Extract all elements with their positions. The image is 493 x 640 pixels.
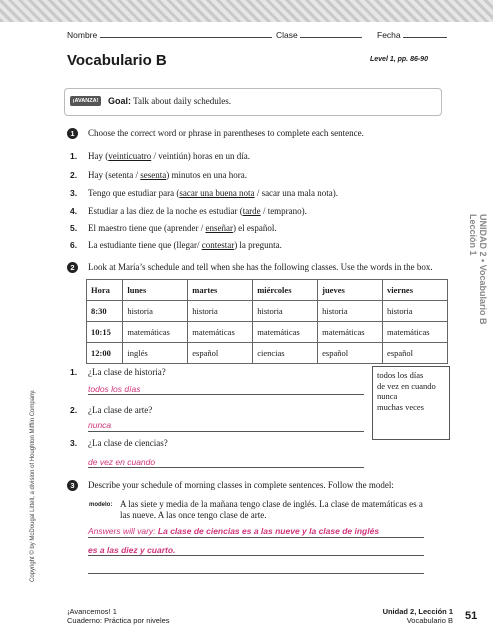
table-time-cell: 10:15 (87, 322, 123, 343)
section-2-number: 2 (67, 262, 78, 273)
item-text-post: ) la pregunta. (234, 240, 282, 250)
table-cell: historia (318, 301, 383, 322)
section-1-number: 1 (67, 128, 78, 139)
section-3-instruction: Describe your schedule of morning classes in complete sentences. Follow the model: (88, 480, 394, 490)
side-tab-unit: UNIDAD 2 • Vocabulario B (478, 214, 488, 325)
table-cell: historia (383, 301, 448, 322)
item-answer: veinticuatro (108, 151, 152, 161)
question-answer: de vez en cuando (88, 457, 156, 467)
table-cell: matemáticas (253, 322, 318, 343)
item-text-pre: La estudiante tiene que (llegar/ (88, 240, 202, 250)
item-text-pre: Hay ( (88, 151, 109, 161)
item-number: 6. (70, 240, 78, 250)
table-cell: ciencias (253, 343, 318, 364)
item-number: 4. (70, 206, 78, 216)
answer-line[interactable] (88, 394, 364, 395)
footer-unit: Unidad 2, Lección 1 (382, 607, 453, 616)
table-row (87, 301, 448, 322)
list-item (88, 240, 282, 250)
answer-text-2: es a las diez y cuarto. (88, 545, 176, 555)
list-item (88, 206, 307, 216)
question-number: 3. (70, 438, 78, 448)
table-row (87, 343, 448, 364)
page-title: Vocabulario B (67, 52, 167, 69)
answer-line[interactable] (88, 573, 424, 574)
answer-prefix: Answers will vary: (88, 526, 156, 536)
goal-text: Talk about daily schedules. (133, 96, 231, 106)
item-answer: tarde (242, 206, 261, 216)
item-answer: contestar (201, 240, 235, 250)
nombre-line[interactable] (100, 29, 272, 38)
item-text-pre: Tengo que estudiar para ( (88, 188, 180, 198)
nombre-label: Nombre (67, 30, 98, 40)
table-cell: inglés (123, 343, 188, 364)
item-text-pre: Estudiar a las diez de la noche es estudiar ( (88, 206, 243, 216)
table-cell: historia (188, 301, 253, 322)
list-item (88, 170, 247, 180)
fecha-field (377, 29, 447, 40)
table-cell: español (188, 343, 253, 364)
question-text: ¿La clase de historia? (88, 367, 166, 377)
schedule-table (86, 279, 448, 364)
question-answer: todos los días (88, 384, 141, 394)
avanza-badge: ¡AVANZA! (70, 96, 101, 106)
copyright-notice: Copyright © by McDougal Littell, a division of Houghton Mifflin Company. (30, 389, 36, 582)
level-reference: Level 1, pp. 86-90 (370, 56, 428, 63)
answer-line-1-text (88, 526, 379, 536)
table-cell: español (318, 343, 383, 364)
fecha-label: Fecha (377, 30, 401, 40)
item-text-pre: Hay (setenta / (88, 170, 141, 180)
page-number: 51 (465, 610, 478, 622)
fecha-line[interactable] (403, 29, 447, 38)
answer-line[interactable] (88, 467, 364, 468)
question-text: ¿La clase de arte? (88, 405, 153, 415)
item-number: 3. (70, 188, 78, 198)
question-answer: nunca (88, 420, 112, 430)
clase-field (276, 29, 362, 40)
item-answer: sesenta (140, 170, 167, 180)
question-text: ¿La clase de ciencias? (88, 438, 168, 448)
modelo-text: A las siete y media de la mañana tengo clase de inglés. La clase de matemáticas es a las nueve. A las once tengo clase de arte. (120, 499, 423, 520)
goal-label: Goal: (108, 96, 132, 106)
word-box (372, 366, 450, 440)
table-cell: español (383, 343, 448, 364)
item-text-post: ) minutos en una hora. (166, 170, 247, 180)
table-cell: matemáticas (383, 322, 448, 343)
answer-line[interactable] (88, 555, 424, 556)
table-time-cell: 8:30 (87, 301, 123, 322)
footer-left (67, 607, 170, 625)
table-header-cell: jueves (318, 280, 383, 301)
item-number: 5. (70, 223, 78, 233)
nombre-field (67, 29, 272, 40)
answer-line[interactable] (88, 431, 364, 432)
top-decorative-band (0, 0, 493, 22)
word-box-item: de vez en cuando (377, 380, 436, 391)
table-cell: matemáticas (188, 322, 253, 343)
table-header-cell: viernes (383, 280, 448, 301)
section-2-instruction: Look at María’s schedule and tell when she has the following classes. Use the words in the box. (88, 262, 433, 272)
item-text-post: / veintiún) horas en un día. (151, 151, 250, 161)
list-item (88, 151, 250, 161)
clase-line[interactable] (300, 29, 362, 38)
word-box-item: nunca (377, 391, 398, 401)
answer-text-1: La clase de ciencias es a las nueve y la clase de inglés (155, 526, 380, 536)
section-1-instruction: Choose the correct word or phrase in parentheses to complete each sentence. (88, 128, 364, 138)
side-tab-text (468, 214, 488, 334)
item-number: 2. (70, 170, 78, 180)
question-number: 1. (70, 367, 78, 377)
word-box-item: todos los días (377, 370, 424, 380)
table-header-cell: Hora (87, 280, 123, 301)
table-row (87, 322, 448, 343)
item-answer: enseñar (205, 223, 233, 233)
footer-book-title: ¡Avancemos! 1 (67, 607, 117, 616)
footer-section: Vocabulario B (406, 616, 453, 625)
clase-label: Clase (276, 30, 298, 40)
answer-line[interactable] (88, 537, 424, 538)
table-time-cell: 12:00 (87, 343, 123, 364)
item-text-post: / sacar una mala nota). (254, 188, 339, 198)
footer-book-subtitle: Cuaderno: Práctica por niveles (67, 616, 170, 625)
side-tab-lesson: Lección 1 (468, 214, 478, 256)
table-header-cell: miércoles (253, 280, 318, 301)
item-text-post: ) el español. (232, 223, 277, 233)
question-number: 2. (70, 405, 78, 415)
table-cell: historia (123, 301, 188, 322)
modelo-label: modelo: (89, 502, 113, 508)
table-cell: matemáticas (123, 322, 188, 343)
list-item (88, 223, 277, 233)
table-header-row (87, 280, 448, 301)
table-header-cell: lunes (123, 280, 188, 301)
table-cell: matemáticas (318, 322, 383, 343)
word-box-item: muchas veces (377, 401, 424, 412)
table-header-cell: martes (188, 280, 253, 301)
footer-right (369, 607, 453, 625)
item-text-post: / temprano). (260, 206, 307, 216)
item-text-pre: El maestro tiene que (aprender / (88, 223, 206, 233)
item-answer: sacar una buena nota (179, 188, 255, 198)
table-cell: historia (253, 301, 318, 322)
section-3-number: 3 (67, 480, 78, 491)
item-number: 1. (70, 151, 78, 161)
list-item (88, 188, 338, 198)
goal-text-block (108, 96, 231, 106)
